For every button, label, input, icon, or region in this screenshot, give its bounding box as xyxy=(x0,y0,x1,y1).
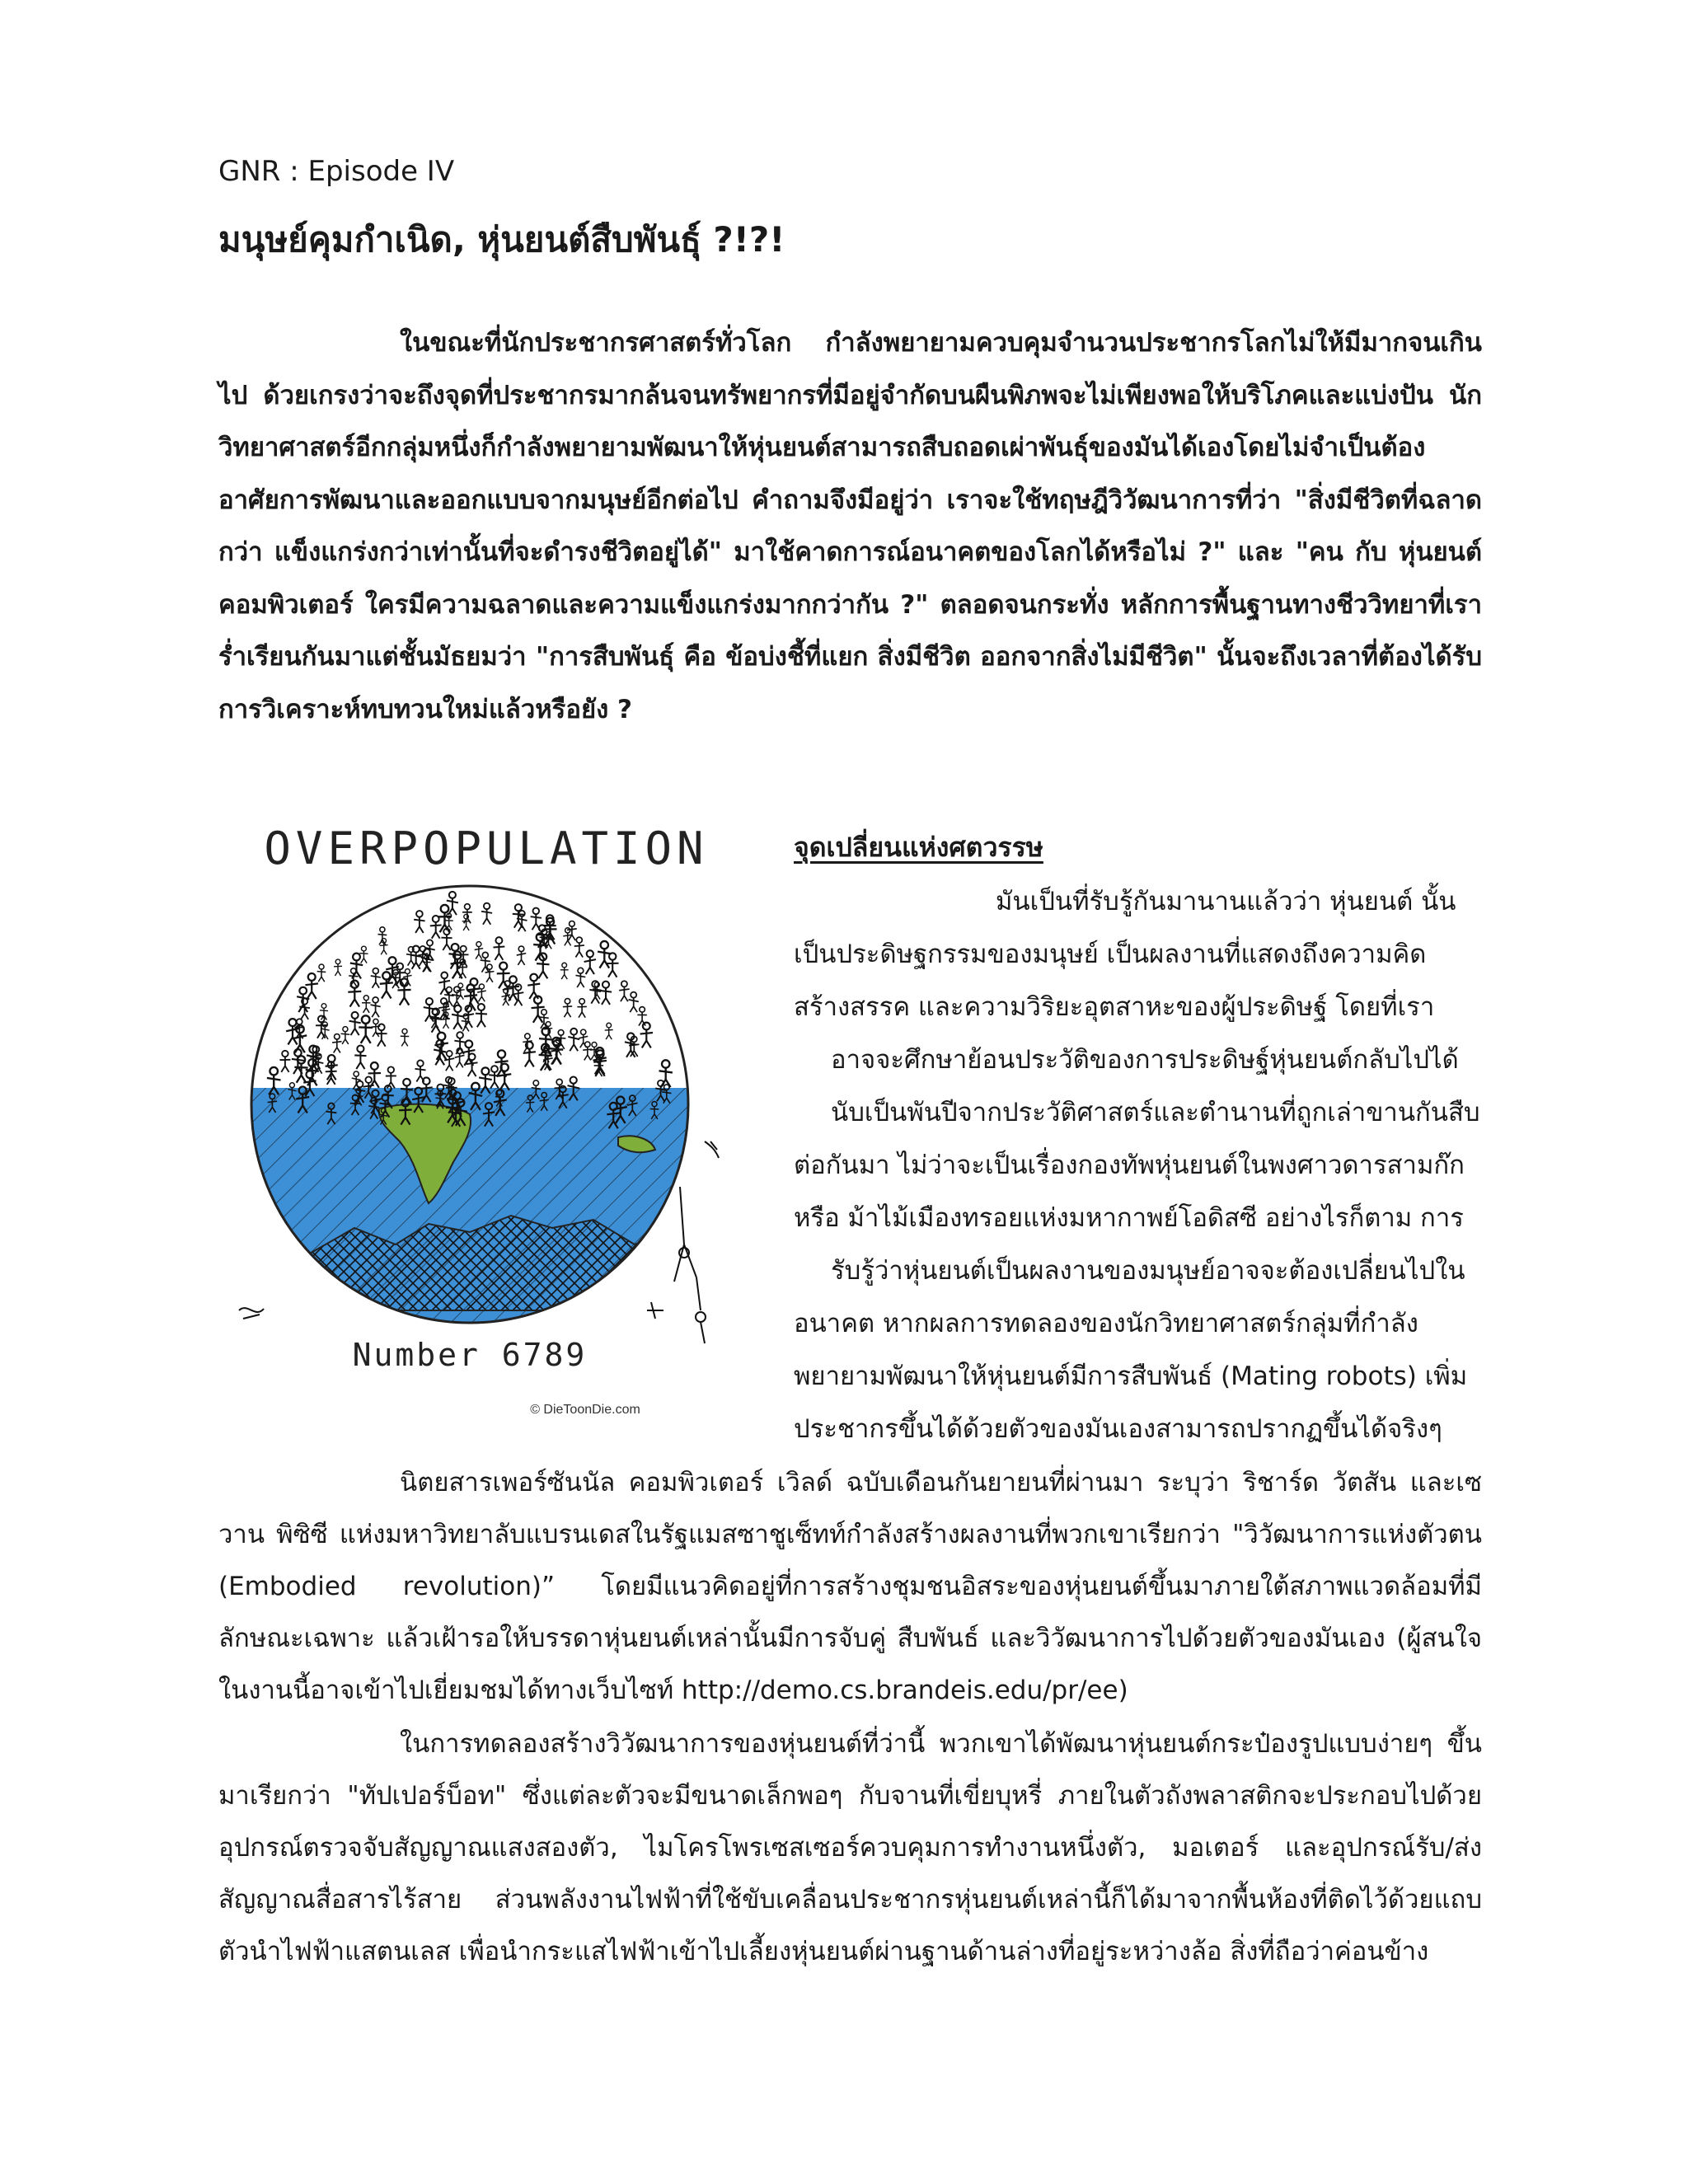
cartoon-caption: Number 6789 xyxy=(352,1337,588,1373)
overpopulation-cartoon xyxy=(223,816,750,1426)
section-line: หรือ ม้าไม้เมืองทรอยแห่งมหากาพย์โอดิสซี อย่างไรก็ตาม การ xyxy=(794,1203,1464,1233)
section-heading: จุดเปลี่ยนแห่งศตวรรษ xyxy=(794,832,1043,863)
section-line: ประชากรขึ้นได้ด้วยตัวของมันเองสามารถปรากฏขึ้นได้จริงๆ xyxy=(794,1414,1442,1444)
cartoon-title: OVERPOPULATION xyxy=(264,823,709,874)
section-line: เป็นประดิษฐกรรมของมนุษย์ เป็นผลงานที่แสดงถึงความคิด xyxy=(794,940,1427,969)
section-line: มันเป็นที่รับรู้กันมานานแล้วว่า หุ่นยนต์ นั้น xyxy=(996,887,1456,916)
section-line: ต่อกันมา ไม่ว่าจะเป็นเรื่องกองทัพหุ่นยนต์ในพงศาวดารสามก๊ก xyxy=(794,1151,1465,1180)
body-paragraph-1: นิตยสารเพอร์ซันนัล คอมพิวเตอร์ เวิลด์ ฉบับเดือนกันยายนที่ผ่านมา ระบุว่า ริชาร์ด วัตสัน และเซวาน พิซิซี แห่งมหาวิทยาลับแบรนเดสในรัฐแมสซาชูเซ็ทท์กำลังสร้างผลงานที่พวกเขาเรียกว่า "วิวัฒนาการแห่งตัวตน (Embodied revolution)” โดยมีแนวคิดอยู่ที่การสร้างชุมชนอิสระของหุ่นยนต์ขึ้นมาภายใต้สภาพแวดล้อมที่มีลักษณะเฉพาะ แล้วเฝ้ารอให้บรรดาหุ่นยนต์เหล่านั้นมีการจับคู่ สืบพันธ์ และวิวัฒนาการไปด้วยตัวของมันเอง (ผู้สนใจในงานนี้อาจเข้าไปเยี่ยมชมได้ทางเว็บไซท์ http://demo.cs.brandeis.edu/pr/ee) xyxy=(218,1468,1482,1705)
section-column-text xyxy=(794,875,1482,1455)
section-line: อาจจะศึกษาย้อนประวัติของการประดิษฐ์หุ่นยนต์กลับไปได้ xyxy=(831,1045,1459,1075)
section-line: นับเป็นพันปีจากประวัติศาสตร์และตำนานที่ถูกเล่าขานกันสืบ xyxy=(831,1098,1480,1127)
intro-paragraph: ในขณะที่นักประชากรศาสตร์ทั่วโลก กำลังพยายามควบคุมจำนวนประชากรโลกไม่ให้มีมากจนเกินไป ด้วยเกรงว่าจะถึงจุดที่ประชากรมากล้นจนทรัพยากรที่มีอยู่จำกัดบนผืนพิภพจะไม่เพียงพอให้บริโภคและแบ่งปัน นักวิทยาศาสตร์อีกกลุ่มหนึ่งก็กำลังพยายามพัฒนาให้หุ่นยนต์สามารถสืบถอดเผ่าพันธุ์ของมันได้เองโดยไม่จำเป็นต้องอาศัยการพัฒนาและออกแบบจากมนุษย์อีกต่อไป คำถามจึงมีอยู่ว่า เราจะใช้ทฤษฎีวิวัฒนาการที่ว่า "สิ่งมีชีวิตที่ฉลาดกว่า แข็งแกร่งกว่าเท่านั้นที่จะดำรงชีวิตอยู่ได้" มาใช้คาดการณ์อนาคตของโลกได้หรือไม่ ?" และ "คน กับ หุ่นยนต์คอมพิวเตอร์ ใครมีความฉลาดและความแข็งแกร่งมากกว่ากัน ?" ตลอดจนกระทั่ง หลักการพื้นฐานทางชีววิทยาที่เราร่ำเรียนกันมาแต่ชั้นมัธยมว่า "การสืบพันธุ์ คือ ข้อบ่งชี้ที่แยก สิ่งมีชีวิต ออกจากสิ่งไม่มีชีวิต" นั้นจะถึงเวลาที่ต้องได้รับการวิเคราะห์ทบทวนใหม่แล้วหรือยัง ? xyxy=(218,328,1482,724)
section-line: พยายามพัฒนาให้หุ่นยนต์มีการสืบพันธ์ (Mating robots) เพิ่ม xyxy=(794,1361,1468,1391)
cartoon-illustration xyxy=(223,816,750,1426)
body-paragraph-2: ในการทดลองสร้างวิวัฒนาการของหุ่นยนต์ที่ว่านี้ พวกเขาได้พัฒนาหุ่นยนต์กระป๋องรูปแบบง่ายๆ ขึ้นมาเรียกว่า "ทัปเปอร์บ็อท" ซึ่งแต่ละตัวจะมีขนาดเล็กพอๆ กับจานที่เขี่ยบุหรี่ ภายในตัวถังพลาสติกจะประกอบไปด้วยอุปกรณ์ตรวจจับสัญญาณแสงสองตัว, ไมโครโพรเซสเซอร์ควบคุมการทำงานหนึ่งตัว, มอเตอร์ และอุปกรณ์รับ/ส่งสัญญาณสื่อสารไร้สาย ส่วนพลังงานไฟฟ้าที่ใช้ขับเคลื่อนประชากรหุ่นยนต์เหล่านี้ก็ได้มาจากพื้นห้องที่ติดไว้ด้วยแถบตัวนำไฟฟ้าแสตนเลส เพื่อนำกระแสไฟฟ้าเข้าไปเลี้ยงหุ่นยนต์ผ่านฐานด้านล่างที่อยู่ระหว่างล้อ สิ่งที่ถือว่าค่อนข้าง xyxy=(218,1729,1482,1966)
section-line: รับรู้ว่าหุ่นยนต์เป็นผลงานของมนุษย์อาจจะต้องเปลี่ยนไปใน xyxy=(831,1256,1465,1286)
episode-label: GNR : Episode IV xyxy=(218,155,455,188)
article-title: มนุษย์คุมกำเนิด, หุ่นยนต์สืบพันธุ์ ?!?! xyxy=(218,219,785,260)
section-line: สร้างสรรค และความวิริยะอุตสาหะของผู้ประดิษฐ์ โดยที่เรา xyxy=(794,992,1435,1022)
section-line: อนาคต หากผลการทดลองของนักวิทยาศาสตร์กลุ่มที่กำลัง xyxy=(794,1309,1418,1338)
globe-ocean xyxy=(247,1088,709,1335)
cartoon-credit: © DieToonDie.com xyxy=(530,1403,640,1417)
